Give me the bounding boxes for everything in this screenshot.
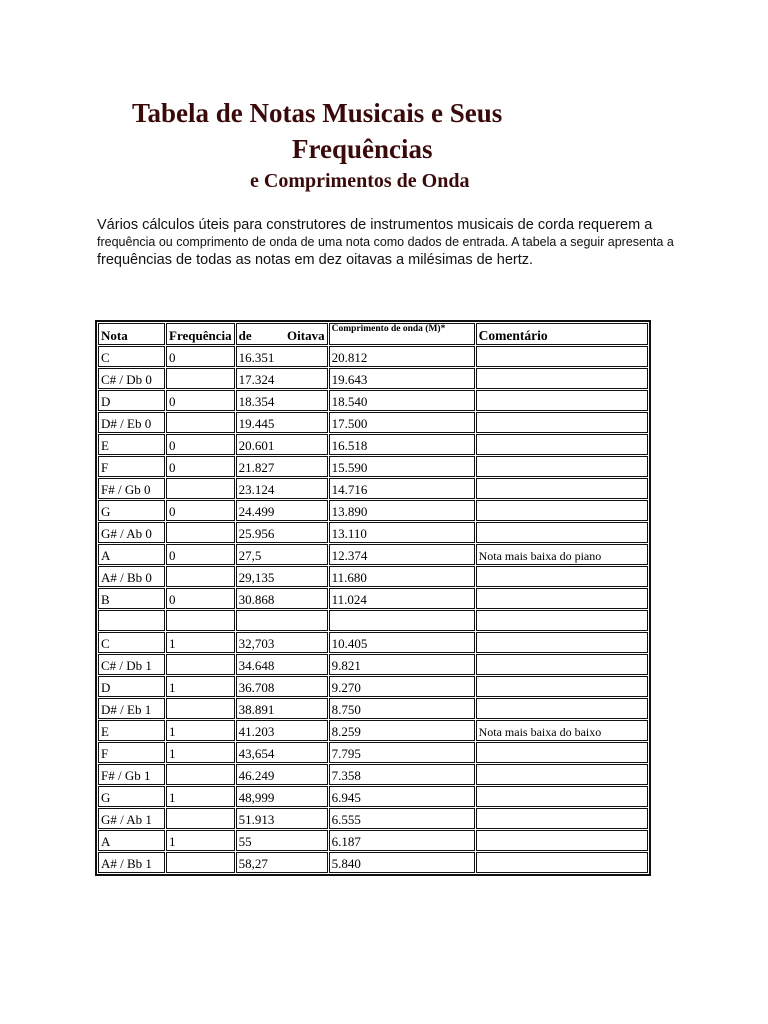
table-row	[98, 434, 648, 455]
header-octave: Oitava	[287, 328, 325, 343]
cell-note: F# / Gb 1	[98, 764, 165, 785]
cell-note: F# / Gb 0	[98, 478, 165, 499]
cell-comment	[476, 742, 648, 763]
table-row	[98, 786, 648, 807]
cell-wavelength	[329, 610, 475, 631]
cell-frequency: 34.648	[236, 654, 328, 675]
table-row	[98, 610, 648, 631]
cell-wavelength: 8.259	[329, 720, 475, 741]
table-row	[98, 500, 648, 521]
cell-comment	[476, 456, 648, 477]
cell-wavelength: 11.680	[329, 566, 475, 587]
cell-frequency: 51.913	[236, 808, 328, 829]
intro-paragraph-line-2: frequência ou comprimento de onda de uma nota como dados de entrada. A tabela a seguir apresenta a	[97, 235, 674, 249]
cell-comment	[476, 566, 648, 587]
cell-note: D	[98, 390, 165, 411]
cell-note: C# / Db 0	[98, 368, 165, 389]
cell-octave: 0	[166, 500, 235, 521]
table-row	[98, 390, 648, 411]
cell-octave	[166, 566, 235, 587]
cell-octave	[166, 764, 235, 785]
cell-comment	[476, 390, 648, 411]
cell-wavelength: 5.840	[329, 852, 475, 873]
cell-frequency: 20.601	[236, 434, 328, 455]
cell-octave: 1	[166, 720, 235, 741]
cell-note: F	[98, 456, 165, 477]
cell-comment	[476, 786, 648, 807]
table-row	[98, 742, 648, 763]
table-row	[98, 654, 648, 675]
cell-frequency: 25.956	[236, 522, 328, 543]
table-row	[98, 412, 648, 433]
cell-wavelength: 15.590	[329, 456, 475, 477]
cell-wavelength: 10.405	[329, 632, 475, 653]
cell-wavelength: 14.716	[329, 478, 475, 499]
table-row	[98, 368, 648, 389]
cell-note: C	[98, 346, 165, 367]
cell-frequency: 17.324	[236, 368, 328, 389]
cell-octave: 0	[166, 456, 235, 477]
cell-wavelength: 16.518	[329, 434, 475, 455]
cell-octave: 0	[166, 434, 235, 455]
table-row	[98, 720, 648, 741]
cell-comment	[476, 522, 648, 543]
cell-wavelength: 8.750	[329, 698, 475, 719]
cell-octave: 1	[166, 786, 235, 807]
header-wavelength: Comprimento de onda (M)*	[329, 323, 475, 345]
cell-frequency: 16.351	[236, 346, 328, 367]
cell-wavelength: 12.374	[329, 544, 475, 565]
table-row	[98, 588, 648, 609]
table-row	[98, 478, 648, 499]
table-row	[98, 632, 648, 653]
cell-comment	[476, 368, 648, 389]
cell-frequency: 18.354	[236, 390, 328, 411]
cell-frequency: 32,703	[236, 632, 328, 653]
header-de: de	[238, 328, 252, 343]
cell-wavelength: 6.945	[329, 786, 475, 807]
table-row	[98, 676, 648, 697]
cell-frequency: 36.708	[236, 676, 328, 697]
header-comment: Comentário	[476, 323, 648, 345]
table-header-row	[98, 323, 648, 345]
cell-note: A# / Bb 0	[98, 566, 165, 587]
cell-note: E	[98, 434, 165, 455]
cell-note: F	[98, 742, 165, 763]
cell-frequency: 48,999	[236, 786, 328, 807]
cell-comment: Nota mais baixa do baixo	[476, 720, 648, 741]
cell-note: G# / Ab 1	[98, 808, 165, 829]
cell-comment	[476, 346, 648, 367]
cell-octave: 0	[166, 390, 235, 411]
cell-frequency: 41.203	[236, 720, 328, 741]
cell-comment	[476, 852, 648, 873]
cell-note: G	[98, 786, 165, 807]
cell-frequency: 27,5	[236, 544, 328, 565]
cell-octave	[166, 522, 235, 543]
cell-octave	[166, 654, 235, 675]
cell-wavelength: 19.643	[329, 368, 475, 389]
cell-frequency: 46.249	[236, 764, 328, 785]
cell-comment	[476, 830, 648, 851]
cell-wavelength: 6.555	[329, 808, 475, 829]
cell-wavelength: 13.890	[329, 500, 475, 521]
cell-octave	[166, 368, 235, 389]
page-title: Tabela de Notas Musicais e Seus	[132, 98, 503, 128]
cell-wavelength: 6.187	[329, 830, 475, 851]
cell-note: C# / Db 1	[98, 654, 165, 675]
cell-frequency: 43,654	[236, 742, 328, 763]
cell-note: B	[98, 588, 165, 609]
cell-wavelength: 20.812	[329, 346, 475, 367]
cell-comment	[476, 500, 648, 521]
cell-wavelength: 17.500	[329, 412, 475, 433]
page-subtitle: e Comprimentos de Onda	[250, 170, 470, 192]
cell-octave	[166, 412, 235, 433]
header-note: Nota	[98, 323, 165, 345]
table-row	[98, 522, 648, 543]
cell-wavelength: 7.358	[329, 764, 475, 785]
table-row	[98, 456, 648, 477]
cell-octave: 1	[166, 632, 235, 653]
cell-comment	[476, 808, 648, 829]
cell-octave: 0	[166, 588, 235, 609]
cell-comment: Nota mais baixa do piano	[476, 544, 648, 565]
cell-frequency: 19.445	[236, 412, 328, 433]
notes-table	[95, 320, 651, 876]
cell-note	[98, 610, 165, 631]
cell-frequency: 29,135	[236, 566, 328, 587]
cell-note: A# / Bb 1	[98, 852, 165, 873]
page-title-continued: Frequências	[292, 134, 433, 164]
cell-comment	[476, 632, 648, 653]
cell-wavelength: 11.024	[329, 588, 475, 609]
cell-comment	[476, 588, 648, 609]
cell-comment	[476, 412, 648, 433]
table-row	[98, 346, 648, 367]
cell-octave: 0	[166, 346, 235, 367]
cell-octave	[166, 610, 235, 631]
table-row	[98, 698, 648, 719]
cell-octave	[166, 808, 235, 829]
table-row	[98, 764, 648, 785]
table-row	[98, 852, 648, 873]
cell-frequency: 58,27	[236, 852, 328, 873]
cell-comment	[476, 434, 648, 455]
cell-note: D# / Eb 1	[98, 698, 165, 719]
cell-note: D# / Eb 0	[98, 412, 165, 433]
cell-octave: 1	[166, 742, 235, 763]
cell-octave	[166, 852, 235, 873]
cell-octave: 1	[166, 830, 235, 851]
cell-wavelength: 9.270	[329, 676, 475, 697]
cell-frequency: 21.827	[236, 456, 328, 477]
cell-note: A	[98, 544, 165, 565]
cell-wavelength: 13.110	[329, 522, 475, 543]
cell-comment	[476, 698, 648, 719]
cell-note: A	[98, 830, 165, 851]
table-row	[98, 544, 648, 565]
cell-octave: 1	[166, 676, 235, 697]
cell-octave: 0	[166, 544, 235, 565]
cell-frequency: 23.124	[236, 478, 328, 499]
table-row	[98, 566, 648, 587]
cell-frequency: 38.891	[236, 698, 328, 719]
cell-comment	[476, 478, 648, 499]
intro-paragraph-line-3: frequências de todas as notas em dez oitavas a milésimas de hertz.	[97, 252, 534, 268]
header-frequency: Frequência	[166, 323, 235, 345]
table-row	[98, 808, 648, 829]
cell-note: G# / Ab 0	[98, 522, 165, 543]
cell-octave	[166, 478, 235, 499]
cell-wavelength: 9.821	[329, 654, 475, 675]
cell-comment	[476, 654, 648, 675]
intro-paragraph-line-1: Vários cálculos úteis para construtores de instrumentos musicais de corda requerem a	[97, 217, 653, 233]
cell-comment	[476, 764, 648, 785]
cell-note: E	[98, 720, 165, 741]
cell-comment	[476, 610, 648, 631]
table-row	[98, 830, 648, 851]
cell-frequency: 30.868	[236, 588, 328, 609]
cell-comment	[476, 676, 648, 697]
cell-wavelength: 7.795	[329, 742, 475, 763]
cell-frequency	[236, 610, 328, 631]
cell-octave	[166, 698, 235, 719]
cell-frequency: 24.499	[236, 500, 328, 521]
header-frequency-octave	[236, 323, 328, 345]
cell-wavelength: 18.540	[329, 390, 475, 411]
cell-frequency: 55	[236, 830, 328, 851]
cell-note: G	[98, 500, 165, 521]
cell-note: D	[98, 676, 165, 697]
cell-note: C	[98, 632, 165, 653]
